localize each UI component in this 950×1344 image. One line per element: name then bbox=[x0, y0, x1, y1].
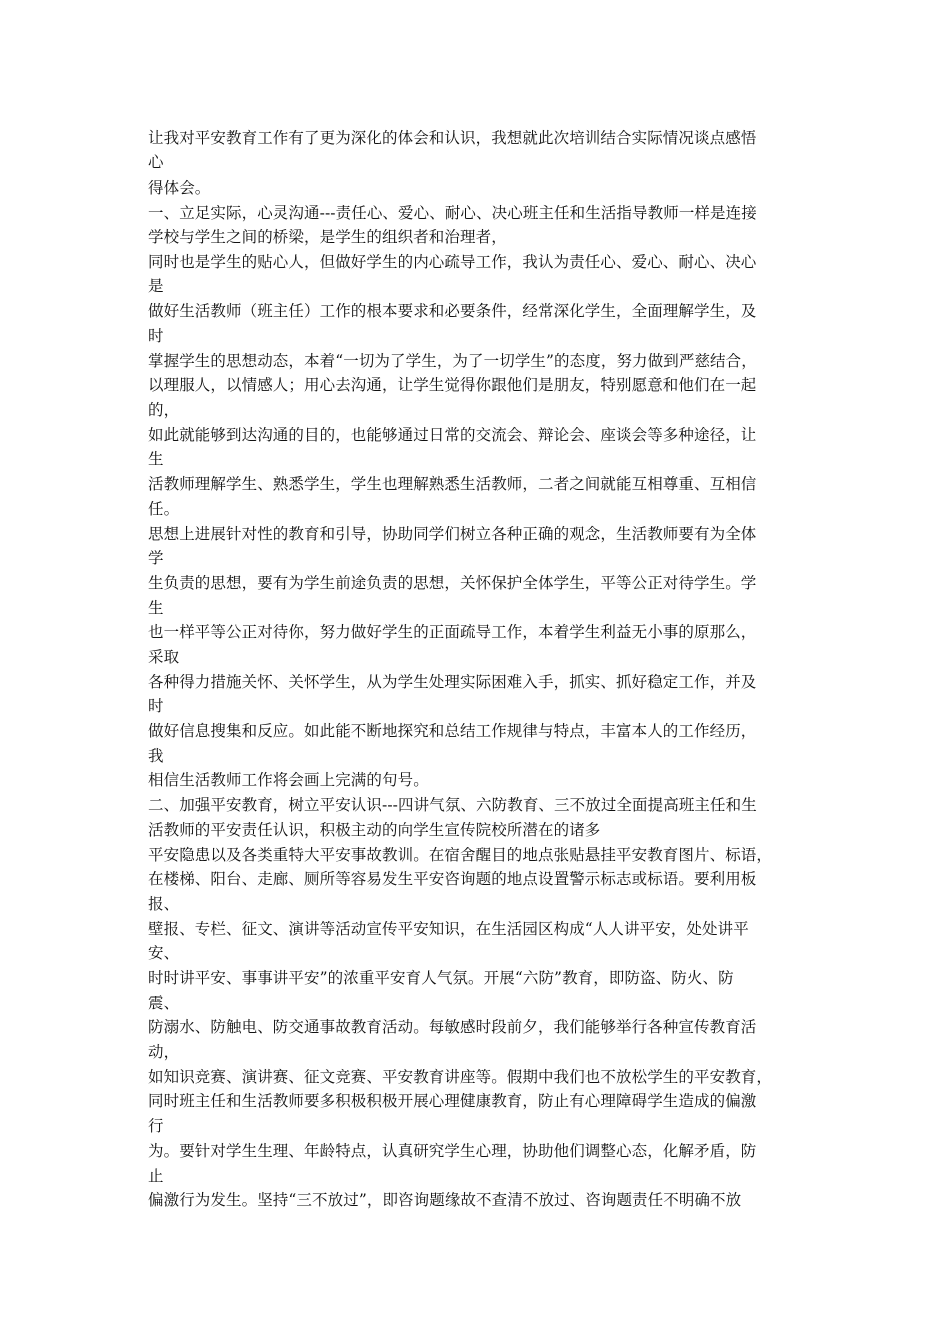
text-line: 为。要针对学生生理、年龄特点，认真研究学生心理，协助他们调整心态，化解矛盾，防 bbox=[148, 1142, 757, 1160]
text-line: 时时讲平安、事事讲平安”的浓重平安育人气氛。开展“六防”教育，即防盗、防火、防 bbox=[148, 969, 734, 987]
text-line: 震、 bbox=[148, 994, 180, 1012]
text-line: 活教师的平安责任认识，积极主动的向学生宣传院校所潜在的诸多 bbox=[148, 821, 601, 839]
text-line: 生负责的思想，要有为学生前途负责的思想，关怀保护全体学生，平等公正对待学生。学 bbox=[148, 574, 757, 592]
text-line: 平安隐患以及各类重特大平安事故教训。在宿舍醒目的地点张贴悬挂平安教育图片、标语， bbox=[148, 846, 773, 864]
text-line: 掌握学生的思想动态，本着“一切为了学生，为了一切学生”的态度，努力做到严慈结合， bbox=[148, 352, 757, 370]
text-line: 也一样平等公正对待你，努力做好学生的正面疏导工作，本着学生利益无小事的原那么， bbox=[148, 623, 757, 641]
text-line: 时 bbox=[148, 697, 164, 715]
text-line: 学 bbox=[148, 549, 164, 567]
text-line: 我 bbox=[148, 747, 164, 765]
text-line: 的， bbox=[148, 401, 180, 419]
text-line: 思想上进展针对性的教育和引导，协助同学们树立各种正确的观念，生活教师要有为全体 bbox=[148, 525, 757, 543]
text-line: 心 bbox=[148, 153, 164, 171]
text-line: 得体会。 bbox=[148, 179, 211, 197]
text-line: 偏激行为发生。坚持“三不放过”，即咨询题缘故不查清不放过、咨询题责任不明确不放 bbox=[148, 1191, 742, 1209]
text-line: 行 bbox=[148, 1117, 164, 1135]
text-line: 以理服人，以情感人；用心去沟通，让学生觉得你跟他们是朋友，特别愿意和他们在一起 bbox=[148, 376, 757, 394]
text-line: 在楼梯、阳台、走廊、厕所等容易发生平安咨询题的地点设置警示标志或标语。要利用板 bbox=[148, 870, 757, 888]
text-line: 如此就能够到达沟通的目的，也能够通过日常的交流会、辩论会、座谈会等多种途径，让 bbox=[148, 426, 757, 444]
text-line: 学校与学生之间的桥梁，是学生的组织者和治理者， bbox=[148, 228, 507, 246]
text-line: 防溺水、防触电、防交通事故教育活动。每敏感时段前夕，我们能够举行各种宣传教育活 bbox=[148, 1018, 757, 1036]
text-line: 二、加强平安教育，树立平安认识---四讲气氛、六防教育、三不放过全面提高班主任和生 bbox=[148, 796, 757, 814]
text-line: 时 bbox=[148, 327, 164, 345]
text-line: 让我对平安教育工作有了更为深化的体会和认识，我想就此次培训结合实际情况谈点感悟 bbox=[148, 129, 757, 147]
text-line: 做好信息搜集和反应。如此能不断地探究和总结工作规律与特点，丰富本人的工作经历， bbox=[148, 722, 757, 740]
text-line: 同时也是学生的贴心人，但做好学生的内心疏导工作，我认为责任心、爱心、耐心、决心 bbox=[148, 253, 757, 271]
text-line: 动， bbox=[148, 1043, 180, 1061]
text-line: 生 bbox=[148, 450, 164, 468]
text-line: 做好生活教师（班主任）工作的根本要求和必要条件，经常深化学生，全面理解学生，及 bbox=[148, 302, 757, 320]
text-line: 安、 bbox=[148, 944, 180, 962]
text-line: 如知识竞赛、演讲赛、征文竞赛、平安教育讲座等。假期中我们也不放松学生的平安教育， bbox=[148, 1068, 773, 1086]
text-line: 止 bbox=[148, 1167, 164, 1185]
text-line: 采取 bbox=[148, 648, 180, 666]
text-line: 是 bbox=[148, 277, 164, 295]
text-line: 相信生活教师工作将会画上完满的句号。 bbox=[148, 771, 429, 789]
text-line: 任。 bbox=[148, 500, 180, 518]
text-line: 各种得力措施关怀、关怀学生，从为学生处理实际困难入手，抓实、抓好稳定工作，并及 bbox=[148, 673, 757, 691]
text-line: 壁报、专栏、征文、演讲等活动宣传平安知识，在生活园区构成“人人讲平安，处处讲平 bbox=[148, 920, 749, 938]
text-line: 一、立足实际，心灵沟通---责任心、爱心、耐心、决心班主任和生活指导教师一样是连接 bbox=[148, 204, 757, 222]
text-line: 同时班主任和生活教师要多积极积极开展心理健康教育，防止有心理障碍学生造成的偏激 bbox=[148, 1092, 757, 1110]
text-line: 报、 bbox=[148, 895, 180, 913]
text-line: 生 bbox=[148, 599, 164, 617]
text-line: 活教师理解学生、熟悉学生，学生也理解熟悉生活教师，二者之间就能互相尊重、互相信 bbox=[148, 475, 757, 493]
